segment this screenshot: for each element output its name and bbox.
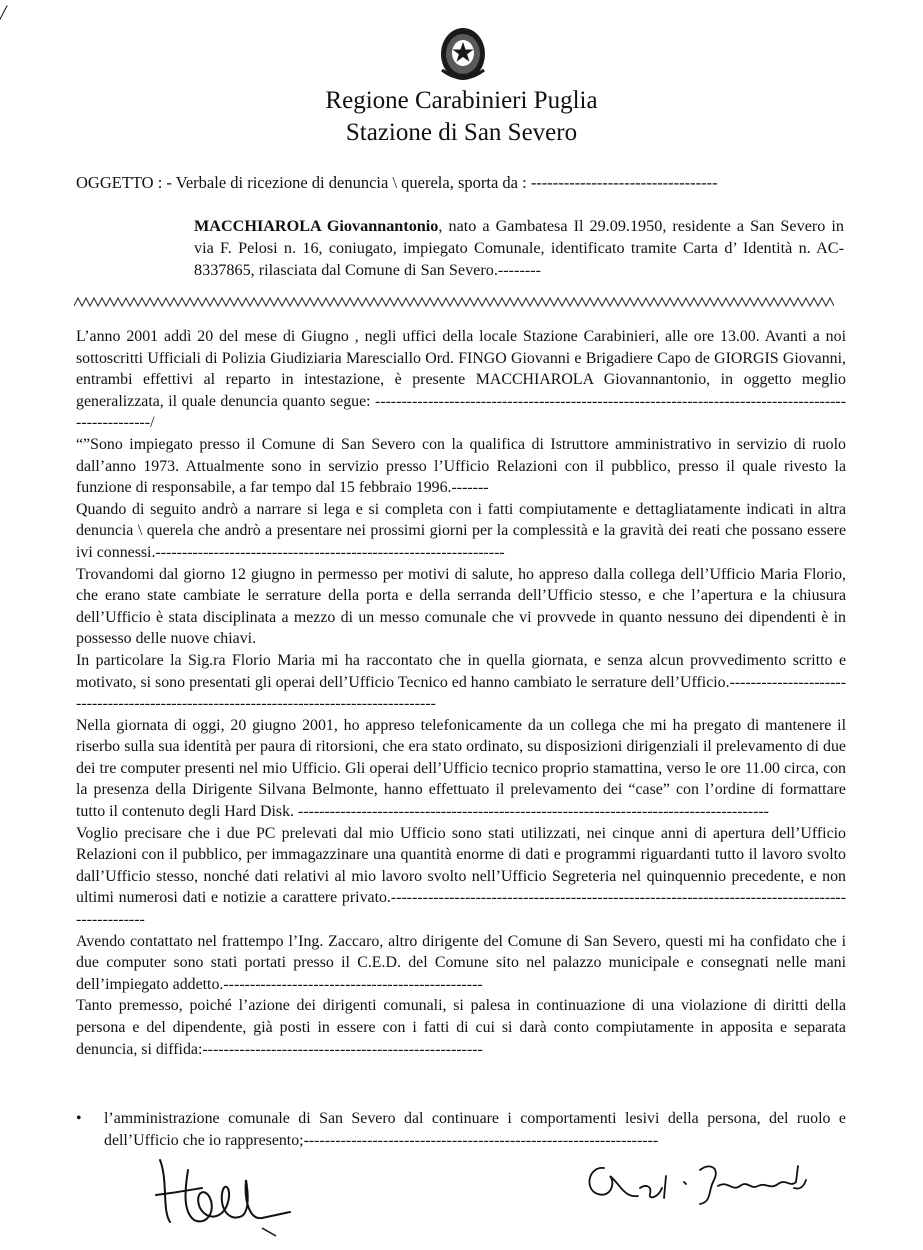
bullet-dot-icon: •: [76, 1110, 82, 1127]
header-region: Regione Carabinieri Puglia: [325, 87, 598, 114]
statement-body: [76, 326, 846, 1060]
signature-left: [150, 1150, 310, 1240]
paragraph: Avendo contattato nel frattempo l’Ing. Zaccaro, altro dirigente del Comune di San Severo, questi mi ha confidato che i due computer sono stati portati presso il C.E.D. del Comune sito nel palazzo municipale e consegnati nelle mani dell’impiegato addetto.-------------------------------------------------: [76, 932, 846, 993]
subject-line: OGGETTO : - Verbale di ricezione di denuncia \ querela, sporta da : ----------------------------------: [76, 173, 718, 192]
corner-mark: /: [0, 0, 7, 25]
paragraph: L’anno 2001 addì 20 del mese di Giugno , negli uffici della locale Stazione Carabinieri, alle ore 13.00. Avanti a noi sottoscritti Ufficiali di Polizia Giudiziaria Maresciallo Ord. FINGO Giovanni e Brigadiere Capo de GIORGIS Giovanni, entrambi effettivi al reparto in intestazione, è presente MACCHIAROLA Giovannantonio, in oggetto meglio generalizzata, il quale denuncia quanto segue: -------------------------------------------------------------------------------------------------------/: [76, 328, 846, 432]
paragraph: Tanto premesso, poiché l’azione dei dirigenti comunali, si palesa in continuazione di una violazione di diritti della persona e del dipendente, già posti in essere con i fatti di cui si darà conto compiutamente in apposita e separata denuncia, si diffida:-----------------------------------------------------: [76, 997, 846, 1058]
party-info: , nato a Gambatesa Il 29.09.1950, residente a San Severo in via F. Pelosi n. 16, coniugato, impiegato Comunale, identificato tramite Carta d’ Identità n. AC-8337865, rilasciata dal Comune di San Severo.--------: [194, 217, 845, 279]
bullet-item: [76, 1108, 846, 1151]
signature-right: [580, 1150, 860, 1210]
party-details: [194, 215, 844, 281]
zigzag-separator: [74, 296, 834, 308]
header-station: Stazione di San Severo: [345, 119, 578, 146]
party-name: MACCHIAROLA Giovannantonio: [194, 217, 439, 235]
paragraph: Quando di seguito andrò a narrare si lega e si completa con i fatti compiutamente e dettagliatamente indicati in altra denuncia \ querela che andrò a presentare nei prossimi giorni per la complessità e la gravità dei reati che possano essere ivi connessi.------------------------------------------------------------------: [76, 500, 846, 561]
paragraph: Trovandomi dal giorno 12 giugno in permesso per motivi di salute, ho appreso dalla collega dell’Ufficio Maria Florio, che erano state cambiate le serrature della porta e della serranda dell’Ufficio stesso, e che l’apertura e la chiusura dell’Ufficio è stata disciplinata a mezzo di un messo comunale che vi provvede in quanto nessuno dei dipendenti è in possesso delle nuove chiavi.: [76, 565, 846, 648]
paragraph: In particolare la Sig.ra Florio Maria mi ha raccontato che in quella giornata, e senza alcun provvedimento scritto e motivato, si sono presentati gli operai dell’Ufficio Tecnico ed hanno cambiato le serrature dell’Ufficio.------------------------------------------------------------------------------------------: [76, 651, 846, 713]
paragraph: “”Sono impiegato presso il Comune di San Severo con la qualifica di Istruttore amministrativo in servizio di ruolo dall’anno 1973. Attualmente sono in servizio presso l’Ufficio Relazioni con il pubblico, presso il quale rivesto la funzione di responsabile, a far tempo dal 15 febbraio 1996.-------: [76, 435, 846, 497]
paragraph: Voglio precisare che i due PC prelevati dal mio Ufficio sono stati utilizzati, nei cinque anni di apertura dell’Ufficio Relazioni con il pubblico, per immagazzinare una quantità enorme di dati e programmi riguardanti tutto il lavoro svolto dall’Ufficio stesso, nonché dati relativi al mio lavoro svolto nell’Ufficio Segreteria nel quinquennio precedente, e non ultimi numerosi dati e notizie a carattere privato.---------------------------------------------------------------------------------------------------: [76, 824, 846, 929]
italian-republic-emblem: [438, 26, 488, 84]
paragraph: Nella giornata di oggi, 20 giugno 2001, ho appreso telefonicamente da un collega che mi ha pregato di mantenere il riserbo sulla sua identità per paura di ritorsioni, che era stato ordinato, su disposizioni dirigenziali il prelevamento di due dei tre computer presenti nel mio Ufficio. Gli operai dell’Ufficio tecnico proprio stamattina, verso le ore 11.00 circa, con la presenza della Dirigente Silvana Belmonte, hanno effettuato il prelevamento dei “case” con l’ordine di formattare tutto il contenuto degli Hard Disk. -----------------------------------------------------------------------------------------: [76, 716, 846, 821]
bullet-text: l’amministrazione comunale di San Severo dal continuare i comportamenti lesivi della persona, del ruolo e dell’Ufficio che io rappresento;-------------------------------------------------------------------: [104, 1110, 846, 1149]
